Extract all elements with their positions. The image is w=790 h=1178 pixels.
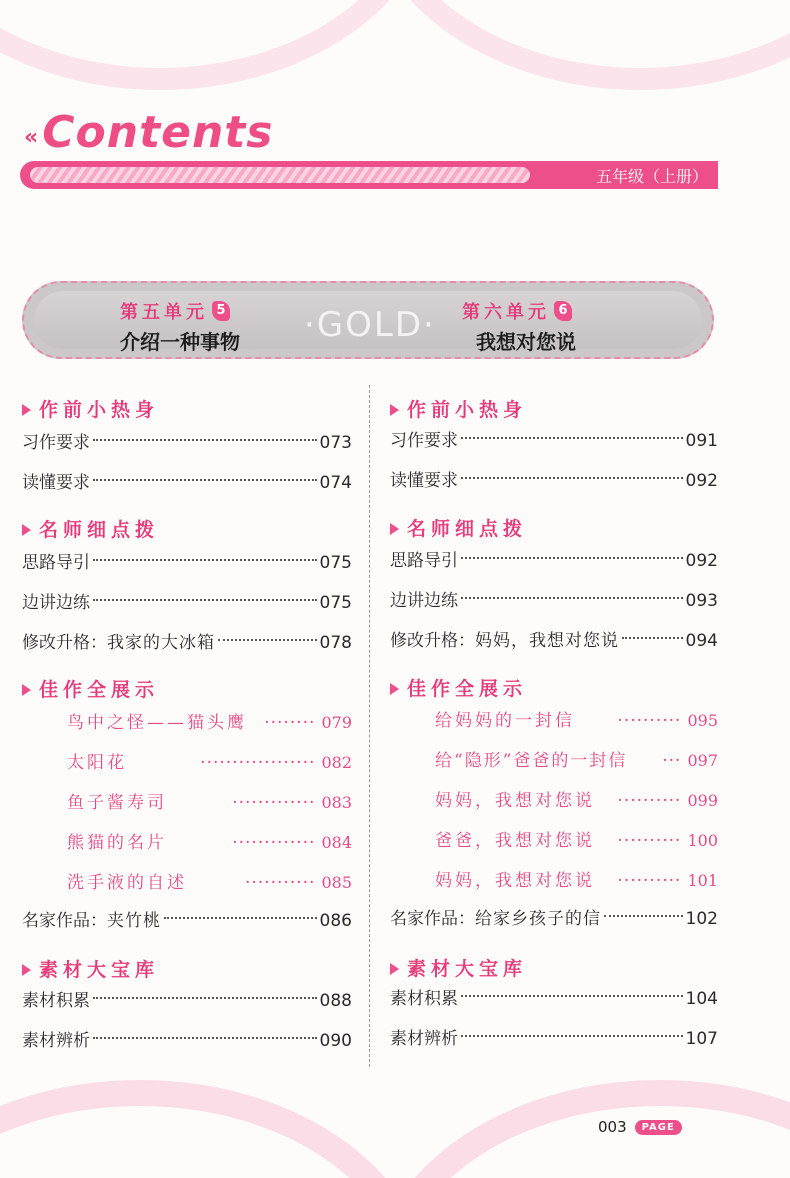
essay-entry[interactable]	[22, 868, 352, 898]
toc-entry[interactable]	[390, 984, 718, 1014]
unit-six-title	[462, 298, 576, 324]
section-heading-label: 素材大宝库	[39, 958, 160, 981]
toc-entry[interactable]	[390, 904, 718, 934]
leader-dots	[461, 557, 683, 559]
triangle-bullet-icon	[22, 524, 31, 536]
toc-entry-essay-title: 给家乡孩子的信	[475, 909, 601, 929]
toc-entry-page: 093	[685, 591, 718, 611]
section-heading	[22, 673, 352, 703]
essay-entry[interactable]	[390, 706, 718, 736]
triangle-bullet-icon	[390, 683, 399, 695]
unit-five-title-text: 第五单元	[120, 302, 208, 323]
toc-entry[interactable]	[22, 986, 352, 1016]
essay-page: 097	[687, 751, 718, 770]
leader-dots	[461, 597, 683, 599]
toc-entry[interactable]	[390, 586, 718, 616]
leader-dots	[461, 477, 683, 479]
essay-title: 洗手液的自述	[67, 873, 187, 893]
page-footer	[598, 1118, 682, 1136]
essay-page: 100	[687, 831, 718, 850]
unit-six-subtitle: 我想对您说	[476, 330, 576, 354]
page-badge: PAGE	[635, 1120, 682, 1135]
unit-five-subtitle: 介绍一种事物	[120, 330, 240, 354]
leader-dots: ········	[264, 713, 316, 733]
section-heading-label: 名师细点拨	[407, 517, 528, 540]
triangle-bullet-icon	[22, 964, 31, 976]
background-arc-bottom-right	[370, 1080, 790, 1178]
section-heading-label: 佳作全展示	[39, 678, 160, 701]
section-heading	[390, 952, 718, 982]
toc-entry-page: 086	[319, 911, 352, 931]
leader-dots: ··················	[200, 753, 316, 773]
grade-label: 五年级（上册）	[595, 167, 708, 186]
toc-entry-page: 078	[319, 633, 352, 653]
leader-dots	[93, 1037, 317, 1039]
toc-entry-page: 088	[319, 991, 352, 1011]
leader-dots	[461, 437, 683, 439]
leader-dots	[93, 479, 317, 481]
leader-dots	[622, 637, 683, 639]
leader-dots: ··········	[617, 791, 682, 811]
leader-dots	[93, 599, 317, 601]
toc-entry-page: 102	[685, 909, 718, 929]
toc-entry[interactable]	[22, 906, 352, 936]
essay-page: 084	[321, 833, 352, 852]
essay-page: 095	[687, 711, 718, 730]
toc-entry-title: 边讲边练	[390, 591, 458, 611]
section-heading-label: 素材大宝库	[407, 957, 528, 980]
toc-entry-title: 名家作品：	[22, 911, 107, 931]
leader-dots: ··········	[617, 711, 682, 731]
essay-title: 给妈妈的一封信	[435, 711, 575, 731]
essay-title: 鱼子酱寿司	[67, 793, 167, 813]
toc-entry-page: 075	[319, 593, 352, 613]
toc-entry-title: 习作要求	[390, 431, 458, 451]
toc-entry-page: 091	[685, 431, 718, 451]
toc-entry[interactable]	[22, 548, 352, 578]
toc-entry-page: 073	[319, 433, 352, 453]
unit-five-block	[120, 298, 240, 355]
toc-entry[interactable]	[22, 628, 352, 658]
leader-dots	[93, 559, 317, 561]
toc-entry-title: 思路导引	[390, 551, 458, 571]
contents-logo	[24, 98, 273, 158]
essay-title: 给“隐形”爸爸的一封信	[435, 751, 628, 771]
triangle-bullet-icon	[390, 963, 399, 975]
essay-page: 079	[321, 713, 352, 732]
leader-dots	[461, 995, 683, 997]
toc-entry[interactable]	[390, 1024, 718, 1054]
essay-title: 太阳花	[67, 753, 127, 773]
toc-entry-page: 092	[685, 471, 718, 491]
essay-entry[interactable]	[390, 746, 718, 776]
unit-five-number-badge: 5	[212, 301, 230, 321]
toc-entry[interactable]	[22, 588, 352, 618]
essay-entry[interactable]	[390, 866, 718, 896]
essay-entry[interactable]	[390, 826, 718, 856]
leader-dots: ··········	[617, 871, 682, 891]
unit-six-number-badge: 6	[554, 301, 572, 321]
section-heading	[22, 953, 352, 983]
section-heading-label: 作前小热身	[39, 398, 160, 421]
leader-dots	[93, 439, 317, 441]
essay-entry[interactable]	[390, 786, 718, 816]
leader-dots	[218, 639, 317, 641]
toc-entry-essay-title: 妈妈，我想对您说	[475, 631, 619, 651]
triangle-bullet-icon	[390, 523, 399, 535]
section-heading	[390, 393, 718, 423]
toc-entry-title: 素材辨析	[390, 1029, 458, 1049]
essay-page: 082	[321, 753, 352, 772]
toc-entry[interactable]	[22, 468, 352, 498]
toc-entry-title: 边讲边练	[22, 593, 90, 613]
essay-title: 鸟中之怪——猫头鹰	[67, 713, 247, 733]
essay-page: 083	[321, 793, 352, 812]
toc-entry-page: 094	[685, 631, 718, 651]
background-arc-top-left	[0, 0, 440, 90]
toc-entry-title: 素材积累	[390, 989, 458, 1009]
unit-banner-inner	[34, 291, 702, 354]
essay-entry[interactable]	[22, 788, 352, 818]
unit-banner	[22, 281, 714, 359]
triangle-bullet-icon	[22, 684, 31, 696]
toc-entry[interactable]	[390, 466, 718, 496]
unit-five-title	[120, 298, 240, 324]
toc-entry-title: 读懂要求	[22, 473, 90, 493]
toc-entry-title: 名家作品：	[390, 909, 475, 929]
toc-entry-essay-title: 夹竹桃	[107, 911, 161, 931]
leader-dots: ·············	[232, 833, 316, 853]
toc-entry-title: 修改升格：	[22, 633, 107, 653]
toc-entry[interactable]	[22, 428, 352, 458]
toc-entry-page: 092	[685, 551, 718, 571]
page-number: 003	[598, 1118, 627, 1136]
essay-title: 爸爸，我想对您说	[435, 831, 595, 851]
leader-dots: ·············	[232, 793, 316, 813]
section-heading	[390, 512, 718, 542]
toc-entry-title: 素材辨析	[22, 1031, 90, 1051]
essay-title: 妈妈，我想对您说	[435, 791, 595, 811]
toc-entry-page: 104	[685, 989, 718, 1009]
toc-entry-title: 思路导引	[22, 553, 90, 573]
toc-entry-page: 090	[319, 1031, 352, 1051]
toc-entry-title: 修改升格：	[390, 631, 475, 651]
toc-entry[interactable]	[22, 1026, 352, 1056]
essay-title: 妈妈，我想对您说	[435, 871, 595, 891]
leader-dots: ···········	[245, 873, 316, 893]
leader-dots: ··········	[617, 831, 682, 851]
essay-page: 099	[687, 791, 718, 810]
section-heading	[22, 513, 352, 543]
essay-title: 熊猫的名片	[67, 833, 167, 853]
column-divider	[369, 385, 370, 1067]
header-stripes	[30, 167, 530, 183]
unit-six-block	[462, 298, 576, 355]
unit-six-title-text: 第六单元	[462, 302, 550, 323]
leader-dots	[164, 917, 317, 919]
toc-entry-title: 习作要求	[22, 433, 90, 453]
section-heading	[390, 672, 718, 702]
toc-entry-title: 素材积累	[22, 991, 90, 1011]
contents-title: Contents	[42, 107, 274, 158]
toc-entry[interactable]	[390, 426, 718, 456]
double-arrow-icon: «	[24, 125, 39, 150]
background-arc-top-right	[360, 0, 790, 90]
toc-entry[interactable]	[390, 626, 718, 656]
leader-dots	[93, 997, 317, 999]
leader-dots: ···	[662, 751, 682, 771]
essay-entry[interactable]	[22, 708, 352, 738]
gold-logo: ·GOLD·	[304, 305, 436, 345]
toc-entry-page: 107	[685, 1029, 718, 1049]
header-bar	[20, 161, 718, 189]
section-heading-label: 佳作全展示	[407, 677, 528, 700]
triangle-bullet-icon	[390, 404, 399, 416]
toc-entry-page: 074	[319, 473, 352, 493]
triangle-bullet-icon	[22, 404, 31, 416]
toc-entry[interactable]	[390, 546, 718, 576]
essay-page: 085	[321, 873, 352, 892]
background-arc-bottom-left	[0, 1080, 430, 1178]
section-heading-label: 作前小热身	[407, 398, 528, 421]
toc-entry-page: 075	[319, 553, 352, 573]
essay-entry[interactable]	[22, 748, 352, 778]
section-heading	[22, 393, 352, 423]
essay-page: 101	[687, 871, 718, 890]
leader-dots	[604, 915, 683, 917]
leader-dots	[461, 1035, 683, 1037]
toc-entry-title: 读懂要求	[390, 471, 458, 491]
toc-entry-essay-title: 我家的大冰箱	[107, 633, 215, 653]
section-heading-label: 名师细点拨	[39, 518, 160, 541]
essay-entry[interactable]	[22, 828, 352, 858]
